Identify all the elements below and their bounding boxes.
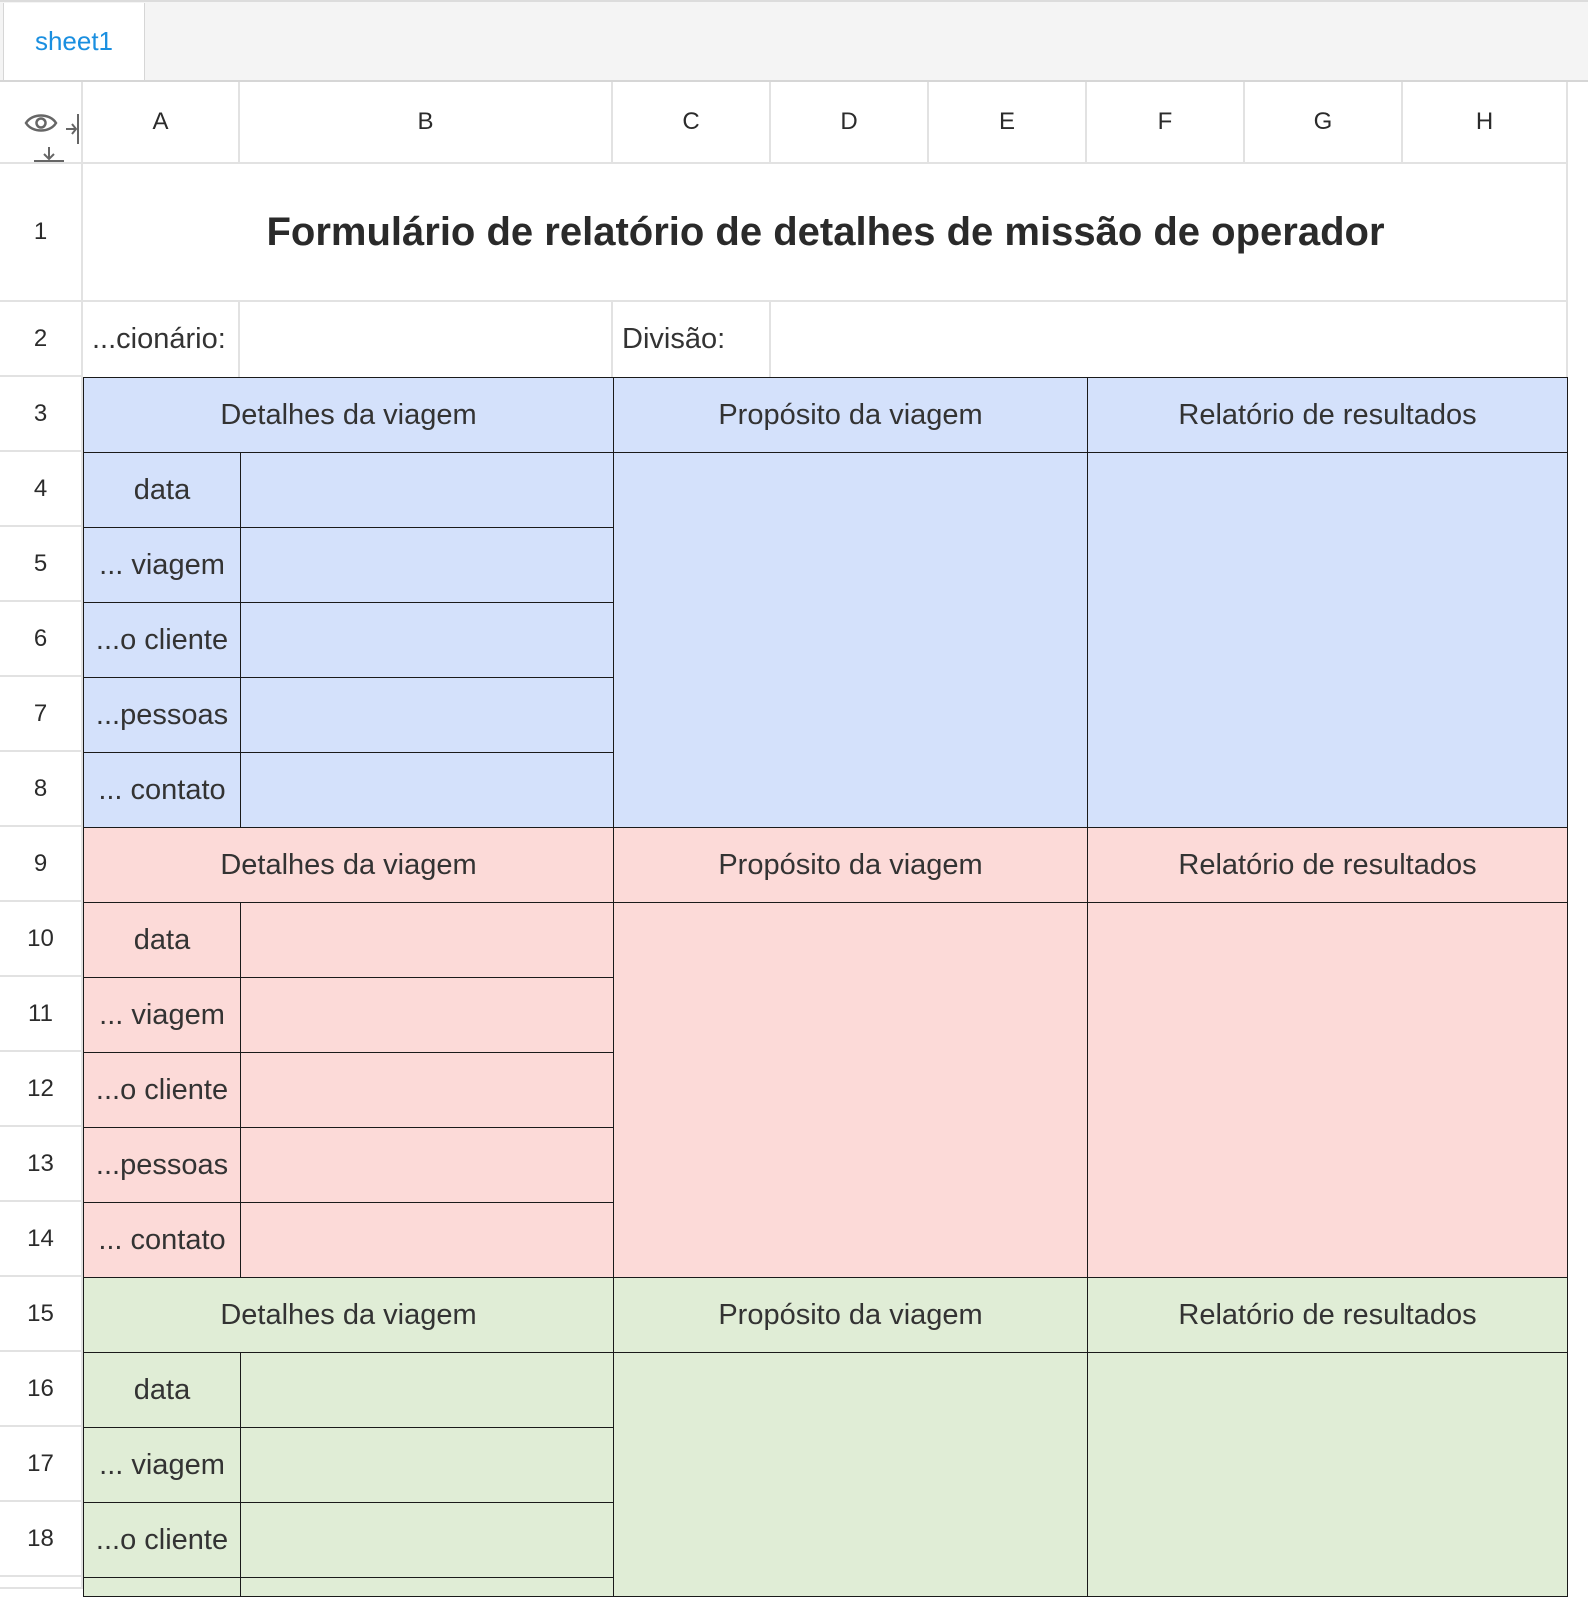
section-2-purpose-header[interactable]: Propósito da viagem [613,827,1088,903]
row-header-2[interactable]: 2 [0,302,83,377]
section-3-value-trip[interactable] [240,1427,614,1503]
row-header-3[interactable]: 3 [0,377,83,452]
division-value-cell[interactable] [771,302,1568,377]
tab-sheet1[interactable]: sheet1 [3,3,145,80]
section-3-value-date[interactable] [240,1352,614,1428]
row-header-19[interactable] [0,1577,83,1589]
section-1-value-contact[interactable] [240,752,614,828]
row-header-8[interactable]: 8 [0,752,83,827]
row-header-18[interactable]: 18 [0,1502,83,1577]
row-header-16[interactable]: 16 [0,1352,83,1427]
row-header-14[interactable]: 14 [0,1202,83,1277]
column-header-c[interactable]: C [613,82,771,164]
section-3-field-partial[interactable] [83,1577,241,1597]
row-header-15[interactable]: 15 [0,1277,83,1352]
row-header-12[interactable]: 12 [0,1052,83,1127]
page-title[interactable]: Formulário de relatório de detalhes de missão de operador [266,209,1385,254]
row-header-6[interactable]: 6 [0,602,83,677]
section-2-field-people[interactable]: ...pessoas [83,1127,241,1203]
row-header-9[interactable]: 9 [0,827,83,902]
section-3-value-partial[interactable] [240,1577,614,1597]
section-3-value-client[interactable] [240,1502,614,1578]
section-1-purpose-value[interactable] [613,452,1088,828]
section-1-report-value[interactable] [1087,452,1568,828]
section-2-report-header[interactable]: Relatório de resultados [1087,827,1568,903]
section-3-field-client[interactable]: ...o cliente [83,1502,241,1578]
section-2-value-date[interactable] [240,902,614,978]
row-header-4[interactable]: 4 [0,452,83,527]
section-2-value-people[interactable] [240,1127,614,1203]
section-1-report-header[interactable]: Relatório de resultados [1087,377,1568,453]
section-3-purpose-header[interactable]: Propósito da viagem [613,1277,1088,1353]
column-header-h[interactable]: H [1403,82,1568,164]
section-1-value-date[interactable] [240,452,614,528]
section-1-value-trip[interactable] [240,527,614,603]
division-label[interactable]: Divisão: [613,302,771,377]
section-1-field-contact[interactable]: ... contato [83,752,241,828]
eye-icon[interactable] [24,110,58,136]
section-2-value-trip[interactable] [240,977,614,1053]
section-1-value-people[interactable] [240,677,614,753]
column-header-d[interactable]: D [771,82,929,164]
row-header-13[interactable]: 13 [0,1127,83,1202]
row-header-11[interactable]: 11 [0,977,83,1052]
section-1-field-date[interactable]: data [83,452,241,528]
column-header-g[interactable]: G [1245,82,1403,164]
column-header-f[interactable]: F [1087,82,1245,164]
section-2-value-contact[interactable] [240,1202,614,1278]
column-header-b[interactable]: B [240,82,613,164]
employee-value-cell[interactable] [240,302,613,377]
section-3-report-header[interactable]: Relatório de resultados [1087,1277,1568,1353]
sheet-tab-bar [0,0,1588,82]
section-1-purpose-header[interactable]: Propósito da viagem [613,377,1088,453]
section-2-value-client[interactable] [240,1052,614,1128]
section-2-details-header[interactable]: Detalhes da viagem [83,827,614,903]
row-header-17[interactable]: 17 [0,1427,83,1502]
row-header-10[interactable]: 10 [0,902,83,977]
row-header-7[interactable]: 7 [0,677,83,752]
section-2-report-value[interactable] [1087,902,1568,1278]
column-header-e[interactable]: E [929,82,1087,164]
section-3-purpose-value[interactable] [613,1352,1088,1597]
section-1-field-client[interactable]: ...o cliente [83,602,241,678]
column-header-a[interactable]: A [83,82,240,164]
section-2-field-trip[interactable]: ... viagem [83,977,241,1053]
row-header-5[interactable]: 5 [0,527,83,602]
section-1-field-trip[interactable]: ... viagem [83,527,241,603]
section-1-details-header[interactable]: Detalhes da viagem [83,377,614,453]
section-2-field-date[interactable]: data [83,902,241,978]
section-3-details-header[interactable]: Detalhes da viagem [83,1277,614,1353]
section-2-field-client[interactable]: ...o cliente [83,1052,241,1128]
section-2-purpose-value[interactable] [613,902,1088,1278]
row-header-1[interactable]: 1 [0,164,83,302]
section-2-field-contact[interactable]: ... contato [83,1202,241,1278]
section-3-field-date[interactable]: data [83,1352,241,1428]
section-3-report-value[interactable] [1087,1352,1568,1597]
employee-label[interactable]: ...cionário: [83,302,240,377]
section-1-field-people[interactable]: ...pessoas [83,677,241,753]
section-3-field-trip[interactable]: ... viagem [83,1427,241,1503]
section-1-value-client[interactable] [240,602,614,678]
